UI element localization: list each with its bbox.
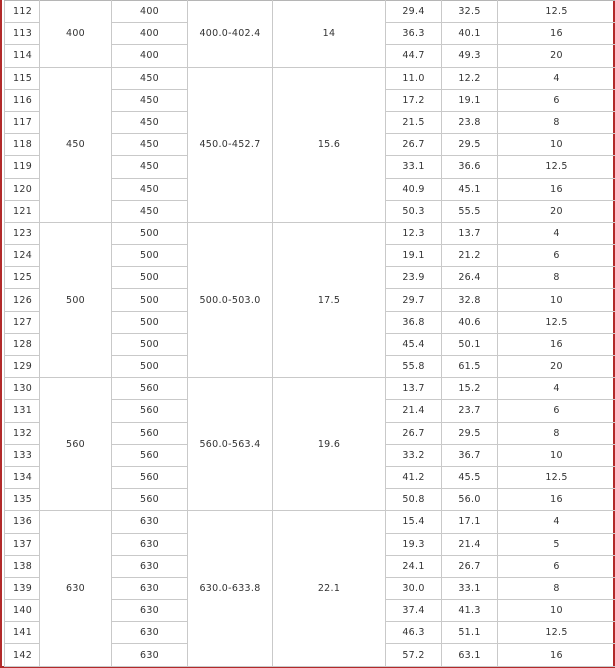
wall-max-cell: 21.4	[442, 533, 498, 555]
row-number-cell: 120	[5, 178, 40, 200]
wall-min-cell: 21.4	[386, 400, 442, 422]
outer-diameter-cell: 630	[112, 555, 188, 577]
wall-max-cell: 33.1	[442, 577, 498, 599]
outer-diameter-cell: 630	[112, 600, 188, 622]
outer-diameter-cell: 560	[112, 444, 188, 466]
wall-min-cell: 29.4	[386, 1, 442, 23]
wall-min-cell: 24.1	[386, 555, 442, 577]
sdr-cell: 8	[498, 267, 615, 289]
wall-max-cell: 29.5	[442, 134, 498, 156]
wall-max-cell: 63.1	[442, 644, 498, 666]
wall-max-cell: 50.1	[442, 333, 498, 355]
wall-min-cell: 21.5	[386, 111, 442, 133]
outer-diameter-cell: 560	[112, 489, 188, 511]
row-number-cell: 113	[5, 23, 40, 45]
sdr-cell: 20	[498, 200, 615, 222]
outer-diameter-cell: 500	[112, 356, 188, 378]
nominal-size-cell: 560	[40, 378, 112, 511]
row-number-cell: 132	[5, 422, 40, 444]
wall-min-cell: 33.1	[386, 156, 442, 178]
wall-max-cell: 32.5	[442, 1, 498, 23]
outer-diameter-cell: 500	[112, 311, 188, 333]
wall-max-cell: 12.2	[442, 67, 498, 89]
wall-min-cell: 40.9	[386, 178, 442, 200]
outer-diameter-cell: 450	[112, 111, 188, 133]
sdr-cell: 10	[498, 134, 615, 156]
row-number-cell: 134	[5, 466, 40, 488]
outer-diameter-cell: 450	[112, 178, 188, 200]
nominal-size-cell: 630	[40, 511, 112, 666]
sdr-cell: 4	[498, 511, 615, 533]
row-number-cell: 128	[5, 333, 40, 355]
diameter-range-cell: 500.0-503.0	[188, 222, 273, 377]
diameter-range-cell: 400.0-402.4	[188, 1, 273, 68]
wall-min-cell: 36.3	[386, 23, 442, 45]
row-number-cell: 112	[5, 1, 40, 23]
row-number-cell: 121	[5, 200, 40, 222]
row-number-cell: 123	[5, 222, 40, 244]
sdr-cell: 12.5	[498, 622, 615, 644]
wall-min-cell: 26.7	[386, 422, 442, 444]
wall-max-cell: 19.1	[442, 89, 498, 111]
wall-min-cell: 30.0	[386, 577, 442, 599]
sdr-cell: 16	[498, 644, 615, 666]
row-number-cell: 136	[5, 511, 40, 533]
wall-min-cell: 26.7	[386, 134, 442, 156]
wall-max-cell: 23.8	[442, 111, 498, 133]
diameter-range-cell: 450.0-452.7	[188, 67, 273, 222]
row-number-cell: 133	[5, 444, 40, 466]
sdr-cell: 12.5	[498, 1, 615, 23]
spec-table-body	[5, 1, 615, 667]
wall-min-cell: 57.2	[386, 644, 442, 666]
row-number-cell: 138	[5, 555, 40, 577]
table-row	[5, 511, 615, 533]
sdr-cell: 4	[498, 378, 615, 400]
sdr-cell: 12.5	[498, 311, 615, 333]
row-number-cell: 119	[5, 156, 40, 178]
sdr-cell: 8	[498, 577, 615, 599]
sdr-cell: 16	[498, 333, 615, 355]
thickness-cell: 15.6	[273, 67, 386, 222]
sdr-cell: 16	[498, 489, 615, 511]
row-number-cell: 130	[5, 378, 40, 400]
row-number-cell: 139	[5, 577, 40, 599]
row-number-cell: 140	[5, 600, 40, 622]
outer-diameter-cell: 560	[112, 400, 188, 422]
wall-max-cell: 13.7	[442, 222, 498, 244]
wall-min-cell: 33.2	[386, 444, 442, 466]
row-number-cell: 114	[5, 45, 40, 67]
wall-max-cell: 17.1	[442, 511, 498, 533]
outer-diameter-cell: 560	[112, 422, 188, 444]
outer-diameter-cell: 500	[112, 267, 188, 289]
wall-min-cell: 44.7	[386, 45, 442, 67]
outer-diameter-cell: 500	[112, 289, 188, 311]
sdr-cell: 16	[498, 178, 615, 200]
diameter-range-cell: 560.0-563.4	[188, 378, 273, 511]
wall-max-cell: 61.5	[442, 356, 498, 378]
wall-max-cell: 21.2	[442, 245, 498, 267]
row-number-cell: 125	[5, 267, 40, 289]
table-row	[5, 1, 615, 23]
wall-min-cell: 13.7	[386, 378, 442, 400]
nominal-size-cell: 400	[40, 1, 112, 68]
wall-min-cell: 55.8	[386, 356, 442, 378]
row-number-cell: 129	[5, 356, 40, 378]
wall-min-cell: 12.3	[386, 222, 442, 244]
row-number-cell: 142	[5, 644, 40, 666]
pipe-spec-table	[4, 0, 615, 667]
wall-min-cell: 29.7	[386, 289, 442, 311]
outer-diameter-cell: 500	[112, 333, 188, 355]
outer-diameter-cell: 560	[112, 466, 188, 488]
outer-diameter-cell: 630	[112, 533, 188, 555]
wall-max-cell: 45.1	[442, 178, 498, 200]
sdr-cell: 12.5	[498, 156, 615, 178]
row-number-cell: 116	[5, 89, 40, 111]
sdr-cell: 8	[498, 111, 615, 133]
wall-min-cell: 19.3	[386, 533, 442, 555]
wall-min-cell: 23.9	[386, 267, 442, 289]
thickness-cell: 19.6	[273, 378, 386, 511]
row-number-cell: 118	[5, 134, 40, 156]
sdr-cell: 10	[498, 444, 615, 466]
nominal-size-cell: 500	[40, 222, 112, 377]
row-number-cell: 137	[5, 533, 40, 555]
outer-diameter-cell: 500	[112, 245, 188, 267]
sdr-cell: 6	[498, 245, 615, 267]
outer-diameter-cell: 400	[112, 45, 188, 67]
sdr-cell: 6	[498, 555, 615, 577]
sdr-cell: 6	[498, 400, 615, 422]
thickness-cell: 22.1	[273, 511, 386, 666]
row-number-cell: 141	[5, 622, 40, 644]
wall-min-cell: 15.4	[386, 511, 442, 533]
wall-max-cell: 23.7	[442, 400, 498, 422]
sdr-cell: 10	[498, 289, 615, 311]
wall-max-cell: 26.4	[442, 267, 498, 289]
wall-max-cell: 15.2	[442, 378, 498, 400]
row-number-cell: 127	[5, 311, 40, 333]
wall-min-cell: 50.3	[386, 200, 442, 222]
sdr-cell: 4	[498, 67, 615, 89]
wall-max-cell: 40.1	[442, 23, 498, 45]
row-number-cell: 135	[5, 489, 40, 511]
wall-max-cell: 56.0	[442, 489, 498, 511]
wall-min-cell: 36.8	[386, 311, 442, 333]
wall-min-cell: 17.2	[386, 89, 442, 111]
row-number-cell: 117	[5, 111, 40, 133]
wall-max-cell: 29.5	[442, 422, 498, 444]
outer-diameter-cell: 450	[112, 89, 188, 111]
outer-diameter-cell: 400	[112, 23, 188, 45]
row-number-cell: 126	[5, 289, 40, 311]
outer-diameter-cell: 630	[112, 622, 188, 644]
sdr-cell: 8	[498, 422, 615, 444]
outer-diameter-cell: 450	[112, 134, 188, 156]
wall-min-cell: 11.0	[386, 67, 442, 89]
outer-diameter-cell: 630	[112, 577, 188, 599]
outer-diameter-cell: 450	[112, 67, 188, 89]
sdr-cell: 6	[498, 89, 615, 111]
wall-max-cell: 26.7	[442, 555, 498, 577]
wall-min-cell: 46.3	[386, 622, 442, 644]
outer-diameter-cell: 630	[112, 644, 188, 666]
wall-min-cell: 50.8	[386, 489, 442, 511]
thickness-cell: 17.5	[273, 222, 386, 377]
wall-min-cell: 45.4	[386, 333, 442, 355]
table-row	[5, 67, 615, 89]
sdr-cell: 10	[498, 600, 615, 622]
wall-max-cell: 36.6	[442, 156, 498, 178]
sdr-cell: 20	[498, 45, 615, 67]
sdr-cell: 12.5	[498, 466, 615, 488]
sdr-cell: 5	[498, 533, 615, 555]
outer-diameter-cell: 630	[112, 511, 188, 533]
wall-max-cell: 45.5	[442, 466, 498, 488]
wall-max-cell: 40.6	[442, 311, 498, 333]
nominal-size-cell: 450	[40, 67, 112, 222]
outer-diameter-cell: 450	[112, 156, 188, 178]
wall-min-cell: 19.1	[386, 245, 442, 267]
wall-max-cell: 41.3	[442, 600, 498, 622]
sdr-cell: 16	[498, 23, 615, 45]
row-number-cell: 115	[5, 67, 40, 89]
outer-diameter-cell: 400	[112, 1, 188, 23]
sdr-cell: 20	[498, 356, 615, 378]
wall-min-cell: 37.4	[386, 600, 442, 622]
wall-max-cell: 36.7	[442, 444, 498, 466]
row-number-cell: 124	[5, 245, 40, 267]
wall-max-cell: 55.5	[442, 200, 498, 222]
outer-diameter-cell: 450	[112, 200, 188, 222]
diameter-range-cell: 630.0-633.8	[188, 511, 273, 666]
table-row	[5, 222, 615, 244]
row-number-cell: 131	[5, 400, 40, 422]
outer-diameter-cell: 560	[112, 378, 188, 400]
table-row	[5, 378, 615, 400]
outer-diameter-cell: 500	[112, 222, 188, 244]
wall-max-cell: 32.8	[442, 289, 498, 311]
wall-min-cell: 41.2	[386, 466, 442, 488]
wall-max-cell: 49.3	[442, 45, 498, 67]
wall-max-cell: 51.1	[442, 622, 498, 644]
sdr-cell: 4	[498, 222, 615, 244]
thickness-cell: 14	[273, 1, 386, 68]
